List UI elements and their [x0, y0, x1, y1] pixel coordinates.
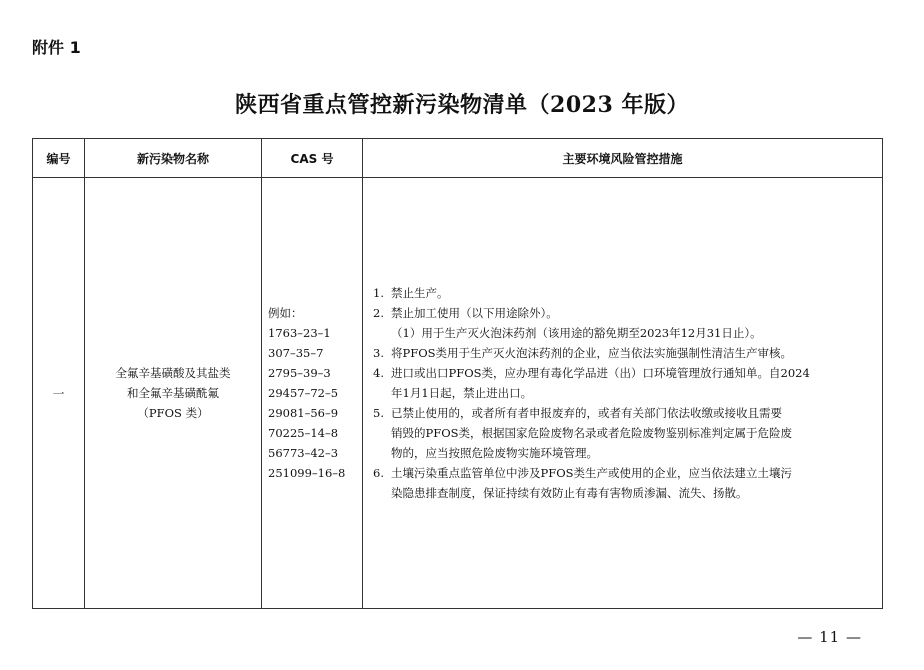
- cas-number: 1763–23–1: [268, 326, 331, 340]
- measure-number: 2.: [373, 306, 384, 320]
- measure-item: [373, 463, 876, 503]
- cas-number: 29081–56–9: [268, 406, 339, 420]
- measure-line: 物的，应当按照危险废物实施环境管理。: [391, 446, 598, 460]
- cas-intro: 例如：: [268, 306, 303, 320]
- measure-sub-item: [373, 323, 876, 343]
- header-name: 新污染物名称: [85, 139, 262, 178]
- cas-cell: [262, 178, 363, 609]
- attachment-label: 附件 1: [32, 38, 81, 57]
- cas-number: 307–35–7: [268, 346, 324, 360]
- measure-line: 销毁的PFOS类，根据国家危险废物名录或者危险废物鉴别标准判定属于危险废: [391, 426, 793, 440]
- cas-number: 2795–39–3: [268, 366, 331, 380]
- measure-line: 已禁止使用的，或者所有者申报废弃的，或者有关部门依法收缴或接收且需要: [391, 406, 782, 420]
- measure-line: 禁止生产。: [391, 286, 449, 300]
- measure-number: 6.: [373, 466, 384, 480]
- header-cas: CAS 号: [262, 139, 363, 178]
- measures-cell: [363, 178, 883, 609]
- pollutant-name: [85, 178, 262, 609]
- measure-text: [391, 463, 876, 503]
- pollutant-table: [32, 138, 883, 609]
- measure-text: [391, 283, 876, 303]
- measure-text: [391, 403, 876, 463]
- measure-item: [373, 363, 876, 403]
- measure-line: 进口或出口PFOS类，应办理有毒化学品进（出）口环境管理放行通知单。自2024: [391, 366, 810, 380]
- cas-number: 70225–14–8: [268, 426, 339, 440]
- measure-text: [391, 323, 876, 343]
- header-number: 编号: [33, 139, 85, 178]
- measure-text: [391, 303, 876, 323]
- measure-line: 土壤污染重点监管单位中涉及PFOS类生产或使用的企业，应当依法建立土壤污: [391, 466, 793, 480]
- measure-number: 3.: [373, 346, 384, 360]
- cas-number: 251099–16–8: [268, 466, 346, 480]
- pollutant-name-line: 全氟辛基磺酸及其盐类: [115, 366, 231, 380]
- header-measures: 主要环境风险管控措施: [363, 139, 883, 178]
- table-header-row: [33, 139, 883, 178]
- measure-item: [373, 403, 876, 463]
- measure-line: 年1月1日起，禁止进出口。: [391, 386, 533, 400]
- measure-text: [391, 343, 876, 363]
- table-row: [33, 178, 883, 609]
- cas-number: 29457–72–5: [268, 386, 339, 400]
- cas-list: [268, 323, 362, 483]
- measure-line: 染隐患排查制度，保证持续有效防止有毒有害物质渗漏、流失、扬散。: [391, 486, 748, 500]
- measure-number: 1.: [373, 286, 384, 300]
- cas-number: 56773–42–3: [268, 446, 339, 460]
- measure-number: [373, 323, 391, 343]
- pollutant-name-line: （PFOS 类）: [137, 406, 209, 420]
- page-number: — 11 —: [797, 628, 862, 646]
- measure-item: [373, 303, 876, 323]
- measure-item: [373, 343, 876, 363]
- measure-item: [373, 283, 876, 303]
- pollutant-name-line: 和全氟辛基磺酰氟: [127, 386, 219, 400]
- measure-line: 将PFOS类用于生产灭火泡沫药剂的企业，应当依法实施强制性清洁生产审核。: [391, 346, 793, 360]
- row-number: 一: [33, 178, 85, 609]
- measure-number: 4.: [373, 366, 384, 380]
- document-title: 陕西省重点管控新污染物清单（2023 年版）: [235, 92, 689, 118]
- measure-text: [391, 363, 876, 403]
- measure-line: 禁止加工使用（以下用途除外）。: [391, 306, 558, 320]
- measure-number: 5.: [373, 406, 384, 420]
- measure-line: （1）用于生产灭火泡沫药剂（该用途的豁免期至2023年12月31日止）。: [391, 326, 762, 340]
